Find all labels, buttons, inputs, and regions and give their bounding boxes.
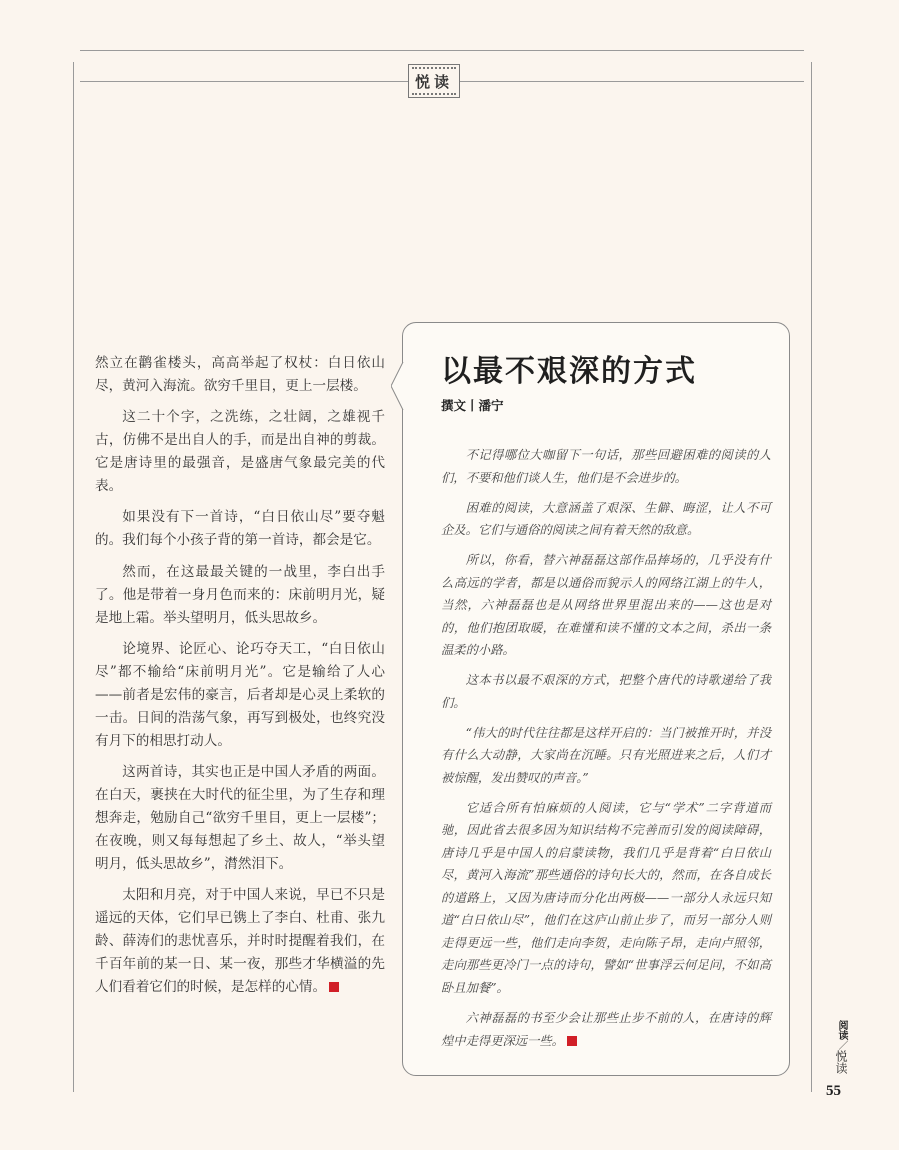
end-mark-icon <box>567 1036 577 1046</box>
left-paragraph: 然立在鹳雀楼头，高高举起了权杖：白日依山尽，黄河入海流。欲穷千里目，更上一层楼。 <box>95 355 385 394</box>
end-mark-icon <box>329 982 339 992</box>
article-byline: 撰文丨潘宁 <box>441 398 504 413</box>
left-column-text <box>95 352 385 1007</box>
article-quote: “伟大的时代往往都是这样开启的：当门被推开时，并没有什么大动静，大家尚在沉睡。只有光照进来之后，人们才被惊醒，发出赞叹的声音。” <box>441 725 771 785</box>
folio-section-name: 悦读 <box>834 1050 848 1074</box>
left-paragraph-text: 太阳和月亮，对于中国人来说，早已不只是遥远的天体，它们早已镌上了李白、杜甫、张九龄、薛涛们的悲忧喜乐，并时时提醒着我们，在千百年前的某一日、某一夜，那些才华横溢的先人们看着它们的时候，是怎样的心情。 <box>95 887 385 995</box>
article-paragraph-text: 六神磊磊的书至少会让那些止步不前的人，在唐诗的辉煌中走得更深远一些。 <box>441 1011 771 1048</box>
section-label: 悦读 <box>408 64 460 98</box>
page-number: 55 <box>826 1083 841 1099</box>
article-paragraph: 不记得哪位大咖留下一句话，那些回避困难的阅读的人们，不要和他们谈人生，他们是不会进步的。 <box>441 448 771 485</box>
article-paragraph: 这本书以最不艰深的方式，把整个唐代的诗歌递给了我们。 <box>441 673 771 710</box>
article-paragraph: 它适合所有怕麻烦的人阅读，它与“学术”二字背道而驰，因此省去很多因为知识结构不完善而引发的阅读障碍，唐诗几乎是中国人的启蒙读物，我们几乎是背着“白日依山尽，黄河入海流”那些通俗的诗句长大的，然而，在各自成长的道路上，又因为唐诗而分化出两极——一部分人永远只知道“白日依山尽”，他们在这庐山前止步了，而另一部分人则走得更远一些，他们走向李贺，走向陈子昂，走向卢照邻，走向那些更冷门一点的诗句，譬如“世事浮云何足问，不如高卧且加餐”。 <box>441 800 771 995</box>
callout-notch-icon <box>391 362 415 410</box>
article-paragraph: 所以，你看，替六神磊磊这部作品捧场的，几乎没有什么高远的学者，都是以通俗而貌示人的网络江湖上的牛人，当然，六神磊磊也是从网络世界里混出来的——这也是对的，他们抱团取暖，在难懂和读不懂的文本之间，杀出一条温柔的小路。 <box>441 553 771 658</box>
article-title: 以最不艰深的方式 <box>441 354 697 389</box>
folio-section <box>828 1020 850 1074</box>
left-paragraph: 这两首诗，其实也正是中国人矛盾的两面。在白天，裹挟在大时代的征尘里，为了生存和理想奔走，勉励自己“欲穷千里目，更上一层楼”；在夜晚，则又每每想起了乡土、故人，“举头望明月，低头思故乡”，潸然泪下。 <box>95 764 385 872</box>
folio-divider: ／ <box>836 1040 847 1050</box>
right-frame-line <box>811 62 812 1092</box>
header-rule-left <box>80 81 408 82</box>
left-frame-line <box>73 62 74 1092</box>
left-paragraph-last <box>95 884 385 999</box>
article-paragraph: 困难的阅读，大意涵盖了艰深、生僻、晦涩，让人不可企及。它们与通俗的阅读之间有着天然的敌意。 <box>441 500 771 538</box>
top-rule <box>80 50 804 51</box>
folio-magazine: 阅读 <box>836 1020 847 1040</box>
article-body <box>441 444 771 1060</box>
left-paragraph: 这二十个字，之洗练，之壮阔，之雄视千古，仿佛不是出自人的手，而是出自神的剪裁。它是唐诗里的最强音，是盛唐气象最完美的代表。 <box>95 409 385 495</box>
left-paragraph: 如果没有下一首诗，“白日依山尽”要夺魁的。我们每个小孩子背的第一首诗，都会是它。 <box>95 509 385 549</box>
left-paragraph: 然而，在这最最关键的一战里，李白出手了。他是带着一身月色而来的：床前明月光，疑是地上霜。举头望明月，低头思故乡。 <box>95 563 385 626</box>
header-rule-right <box>460 81 804 82</box>
left-paragraph: 论境界、论匠心、论巧夺天工，“白日依山尽”都不输给“床前明月光”。它是输给了人心——前者是宏伟的豪言，后者却是心灵上柔软的一击。日间的浩荡气象，再写到极处，也终究没有月下的相思打动人。 <box>95 640 385 749</box>
article-paragraph-last <box>441 1007 771 1052</box>
